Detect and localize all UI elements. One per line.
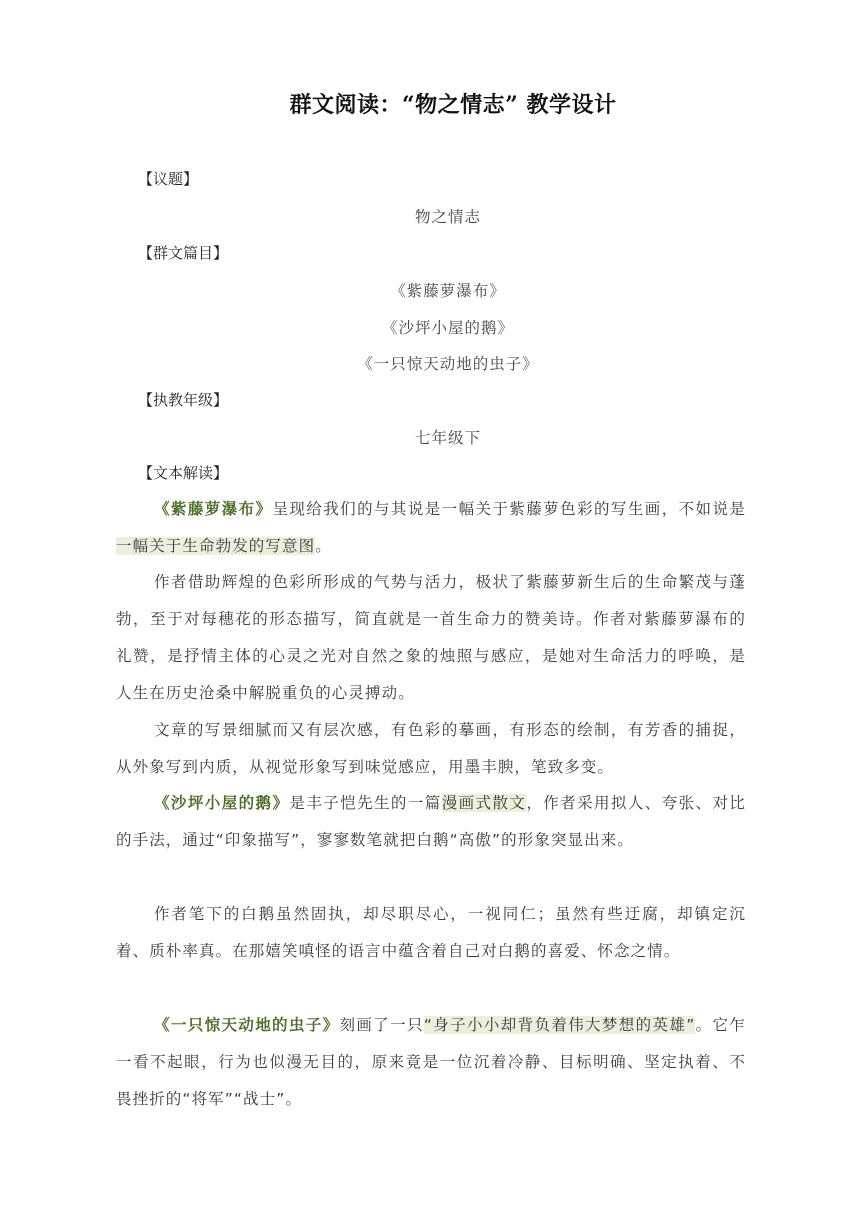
text-title-2: 《沙坪小屋的鹅》 xyxy=(381,319,514,337)
book-title-ziteng: 《紫藤萝瀑布》 xyxy=(154,500,273,518)
grade-label: 【执教年级】 xyxy=(138,391,229,409)
document-title: 群文阅读：“物之情志” 教学设计 xyxy=(289,92,617,118)
paragraph-5: 作者笔下的白鹅虽然固执，却尽职尽心，一视同仁；虽然有些迂腐，却镇定沉着、质朴率真。在那嬉笑嗔怪的语言中蕴含着自己对白鹅的喜爱、怀念之情。 xyxy=(116,905,746,960)
text-title-3: 《一只惊天动地的虫子》 xyxy=(357,355,539,373)
texts-label: 【群文篇目】 xyxy=(138,244,229,262)
analysis-label: 【文本解读】 xyxy=(138,464,229,482)
book-title-shaping: 《沙坪小屋的鹅》 xyxy=(154,794,290,812)
paragraph-1: 《紫藤萝瀑布》呈现给我们的与其说是一幅关于紫藤萝色彩的写生画，不如说是一幅关于生命勃发的写意图。 xyxy=(116,500,746,555)
text-title-1: 《紫藤萝瀑布》 xyxy=(390,282,506,300)
highlight-1: 一幅关于生命勃发的写意图 xyxy=(116,537,316,555)
paragraph-2: 作者借助辉煌的色彩所形成的气势与活力，极状了紫藤萝新生后的生命繁茂与蓬勃，至于对每穗花的形态描写，简直就是一首生命力的赞美诗。作者对紫藤萝瀑布的礼赞，是抒情主体的心灵之光对自然之象的烛照与感应，是她对生命活力的呼唤，是人生在历史沧桑中解脱重负的心灵搏动。 xyxy=(116,573,746,702)
book-title-chongzi: 《一只惊天动地的虫子》 xyxy=(154,1016,340,1034)
highlight-2: 漫画式散文 xyxy=(441,794,527,812)
grade-value: 七年级下 xyxy=(414,429,481,447)
topic-value: 物之情志 xyxy=(414,208,481,226)
topic-label: 【议题】 xyxy=(138,170,199,188)
paragraph-3: 文章的写景细腻而又有层次感，有色彩的摹画，有形态的绘制，有芳香的捕捉，从外象写到内质，从视觉形象写到味觉感应，用墨丰腴，笔致多变。 xyxy=(116,721,746,776)
highlight-3: “身子小小却背负着伟大梦想的英雄” xyxy=(423,1016,696,1034)
paragraph-6: 《一只惊天动地的虫子》刻画了一只“身子小小却背负着伟大梦想的英雄”。它乍一看不起眼，行为也似漫无目的，原来竟是一位沉着冷静、目标明确、坚定执着、不畏挫折的“将军”“战士”。 xyxy=(116,1016,746,1108)
paragraph-4: 《沙坪小屋的鹅》是丰子恺先生的一篇漫画式散文，作者采用拟人、夸张、对比的手法，通过“印象描写”，寥寥数笔就把白鹅“高傲”的形象突显出来。 xyxy=(116,794,746,849)
